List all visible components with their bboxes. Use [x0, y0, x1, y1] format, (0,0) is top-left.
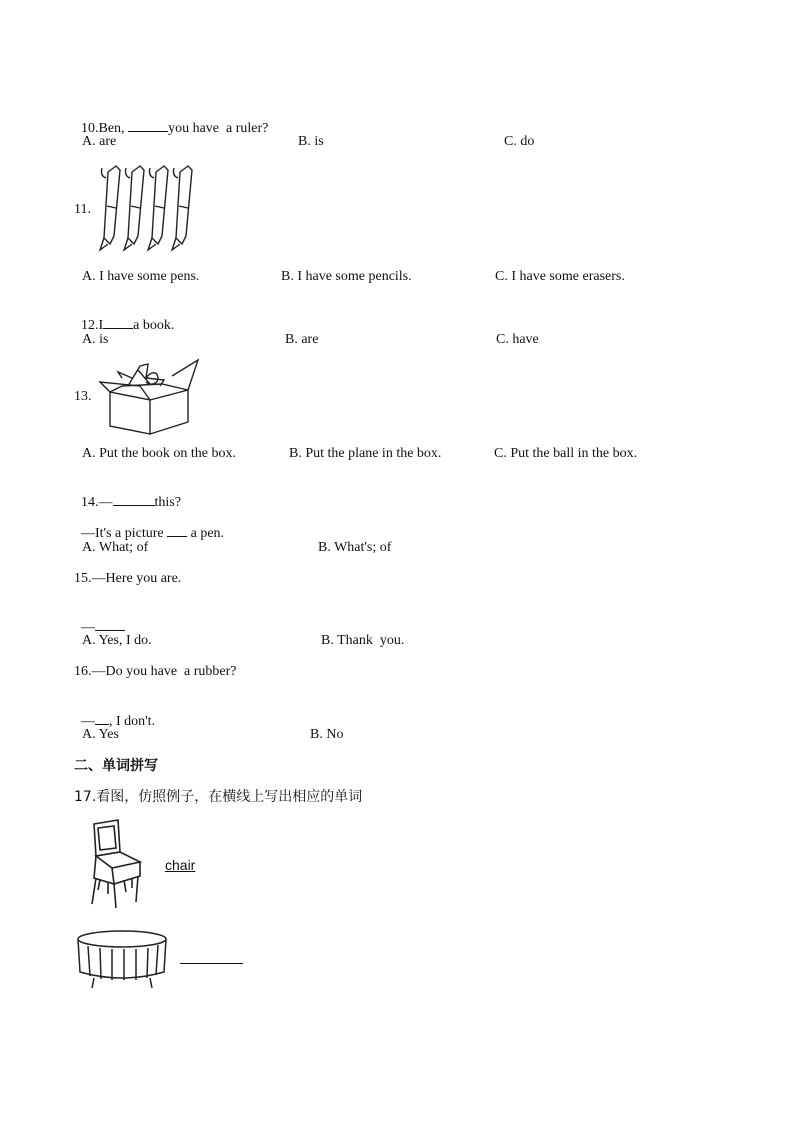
q16-stem: 16.—Do you have a rubber? — [74, 664, 237, 679]
q11-option-a[interactable]: A. I have some pens. — [82, 269, 200, 284]
q13-number: 13. — [74, 389, 92, 404]
q14-blank-1[interactable] — [113, 493, 155, 506]
q11-option-b[interactable]: B. I have some pencils. — [281, 269, 412, 284]
q11-option-c[interactable]: C. I have some erasers. — [495, 269, 625, 284]
q14-stem: 14.— this? — [81, 495, 181, 510]
q10-option-b[interactable]: B. is — [298, 134, 324, 149]
q15-stem: 15.—Here you are. — [74, 571, 182, 586]
pens-illustration — [94, 158, 206, 258]
q17-example-word: chair — [165, 857, 196, 873]
q16-option-a[interactable]: A. Yes — [82, 727, 119, 742]
q13-option-b[interactable]: B. Put the plane in the box. — [289, 446, 442, 461]
q14-blank-2[interactable] — [167, 524, 187, 537]
q15-option-a[interactable]: A. Yes, I do. — [82, 633, 152, 648]
q10-option-c[interactable]: C. do — [504, 134, 535, 149]
q14-option-a[interactable]: A. What; of — [82, 540, 149, 555]
q12-stem: 12.I a book. — [81, 318, 175, 333]
q15-line2: — — [74, 602, 125, 636]
q15-option-b[interactable]: B. Thank you. — [321, 633, 405, 648]
q12-blank[interactable] — [103, 316, 133, 329]
q13-option-c[interactable]: C. Put the ball in the box. — [494, 446, 638, 461]
q16-option-b[interactable]: B. No — [310, 727, 344, 742]
table-illustration — [74, 928, 170, 990]
q13-option-a[interactable]: A. Put the book on the box. — [82, 446, 236, 461]
q16-blank[interactable] — [95, 712, 109, 725]
q16-line2: — , I don't. — [81, 714, 156, 729]
q14-line2: —It's a picture a pen. — [81, 526, 225, 541]
section-2-title: 二、单词拼写 — [74, 758, 158, 774]
q10-blank[interactable] — [128, 119, 168, 132]
q12-option-c[interactable]: C. have — [496, 332, 539, 347]
q10-stem: 10.Ben, you have a ruler? — [81, 121, 269, 136]
q14-option-b[interactable]: B. What's; of — [318, 540, 392, 555]
q12-option-b[interactable]: B. are — [285, 332, 319, 347]
q17-answer-blank[interactable] — [180, 951, 243, 964]
q12-option-a[interactable]: A. is — [82, 332, 109, 347]
q10-option-a[interactable]: A. are — [82, 134, 117, 149]
chair-illustration — [80, 818, 152, 910]
q15-blank[interactable] — [95, 618, 125, 631]
q17-instruction: 17.看图，仿照例子，在横线上写出相应的单词 — [74, 789, 363, 805]
q11-number: 11. — [74, 202, 91, 217]
box-with-plane-illustration — [92, 356, 202, 438]
